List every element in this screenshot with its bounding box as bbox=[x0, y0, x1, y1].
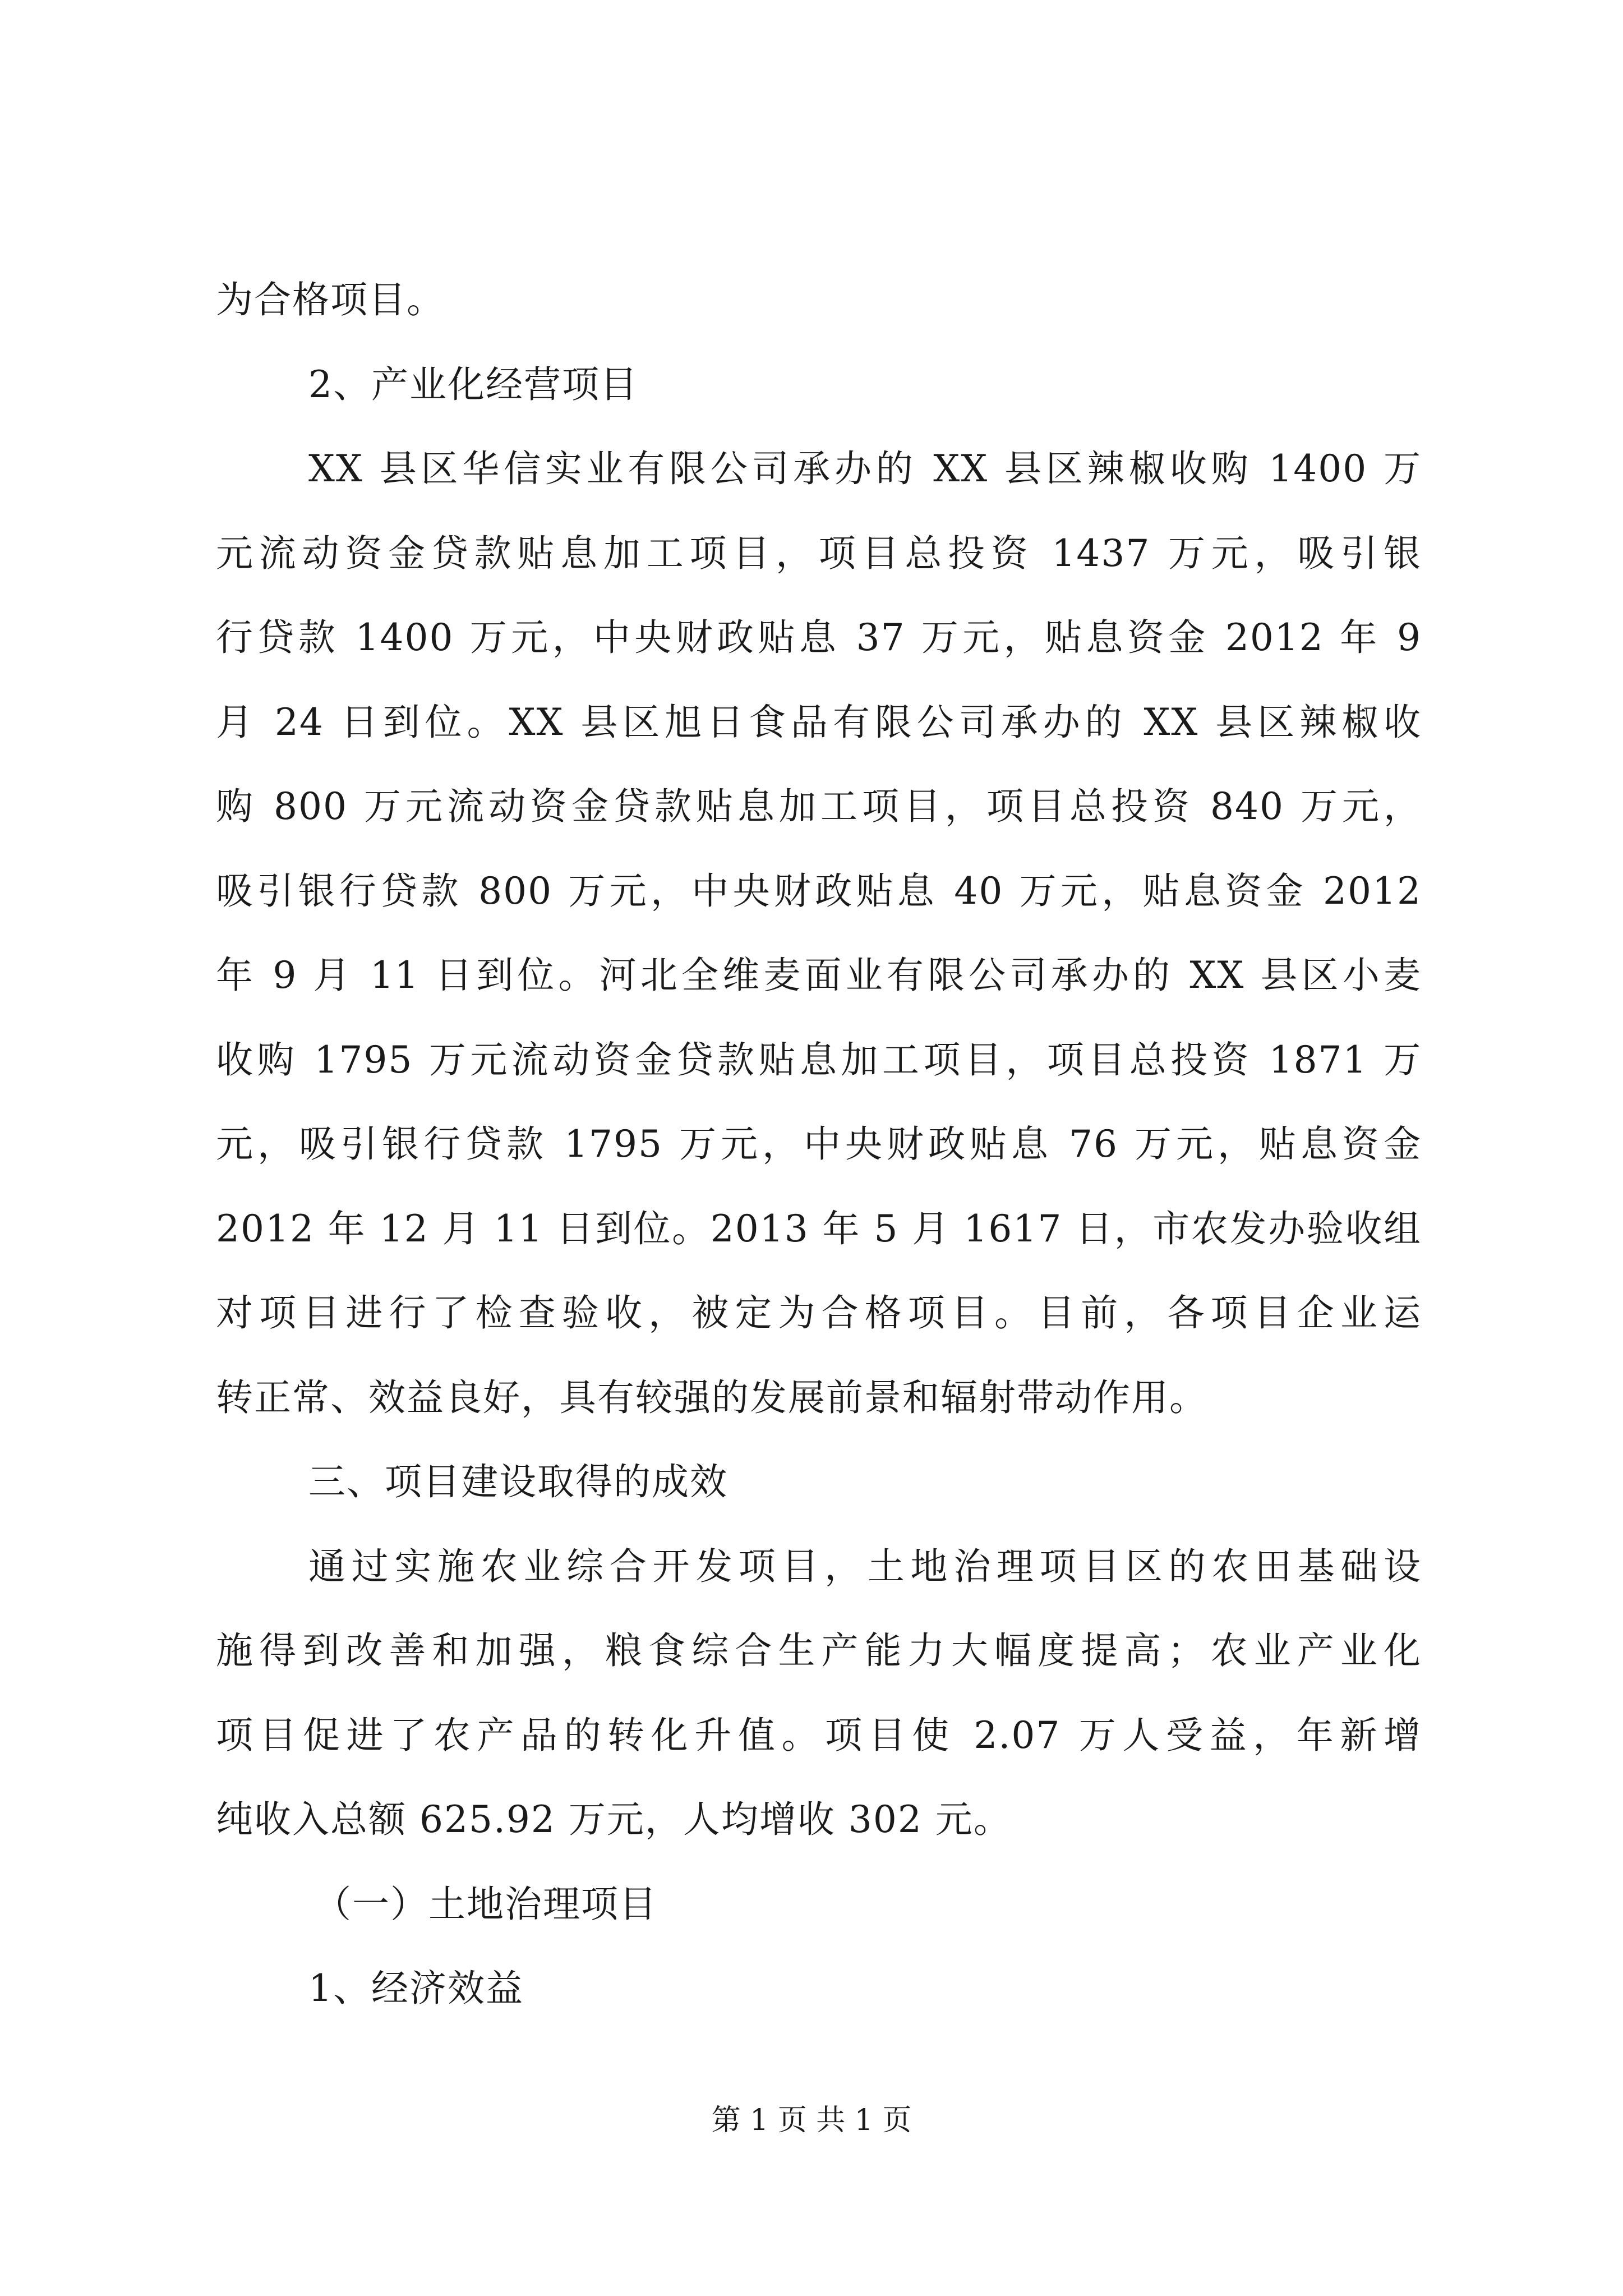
page-number-footer: 第 1 页 共 1 页 bbox=[711, 2104, 912, 2137]
section-heading: 1、经济效益 bbox=[308, 1967, 524, 2010]
section-heading: 三、项目建设取得的成效 bbox=[308, 1460, 728, 1503]
text-line: 通过实施农业综合开发项目，土地治理项目区的农田基础设 bbox=[308, 1544, 1422, 1588]
text-line: 元流动资金贷款贴息加工项目，项目总投资 1437 万元，吸引银 bbox=[216, 531, 1422, 575]
text-line: 纯收入总额 625.92 万元，人均增收 302 元。 bbox=[216, 1798, 1012, 1841]
document-body bbox=[216, 258, 1422, 2031]
section-heading: （一）土地治理项目 bbox=[314, 1882, 657, 1926]
text-line: 行贷款 1400 万元，中央财政贴息 37 万元，贴息资金 2012 年 9 bbox=[216, 616, 1422, 659]
text-line: 收购 1795 万元流动资金贷款贴息加工项目，项目总投资 1871 万 bbox=[216, 1038, 1422, 1082]
text-line: 项目促进了农产品的转化升值。项目使 2.07 万人受益，年新增 bbox=[216, 1713, 1422, 1757]
text-line: 对项目进行了检查验收，被定为合格项目。目前，各项目企业运 bbox=[216, 1291, 1422, 1335]
text-line: 吸引银行贷款 800 万元，中央财政贴息 40 万元，贴息资金 2012 bbox=[216, 869, 1422, 913]
text-line: 施得到改善和加强，粮食综合生产能力大幅度提高；农业产业化 bbox=[216, 1629, 1422, 1672]
text-line: 为合格项目。 bbox=[216, 278, 445, 321]
text-line: 年 9 月 11 日到位。河北全维麦面业有限公司承办的 XX 县区小麦 bbox=[216, 954, 1422, 997]
text-line: 购 800 万元流动资金贷款贴息加工项目，项目总投资 840 万元， bbox=[216, 785, 1422, 828]
text-line: 2012 年 12 月 11 日到位。2013 年 5 月 1617 日，市农发办验收组 bbox=[216, 1207, 1422, 1250]
text-line: 元，吸引银行贷款 1795 万元，中央财政贴息 76 万元，贴息资金 bbox=[216, 1122, 1422, 1166]
text-line: 月 24 日到位。XX 县区旭日食品有限公司承办的 XX 县区辣椒收 bbox=[216, 700, 1422, 744]
text-line: 转正常、效益良好，具有较强的发展前景和辐射带动作用。 bbox=[216, 1375, 1207, 1419]
text-line: XX 县区华信实业有限公司承办的 XX 县区辣椒收购 1400 万 bbox=[308, 447, 1422, 490]
section-heading: 2、产业化经营项目 bbox=[308, 362, 638, 406]
